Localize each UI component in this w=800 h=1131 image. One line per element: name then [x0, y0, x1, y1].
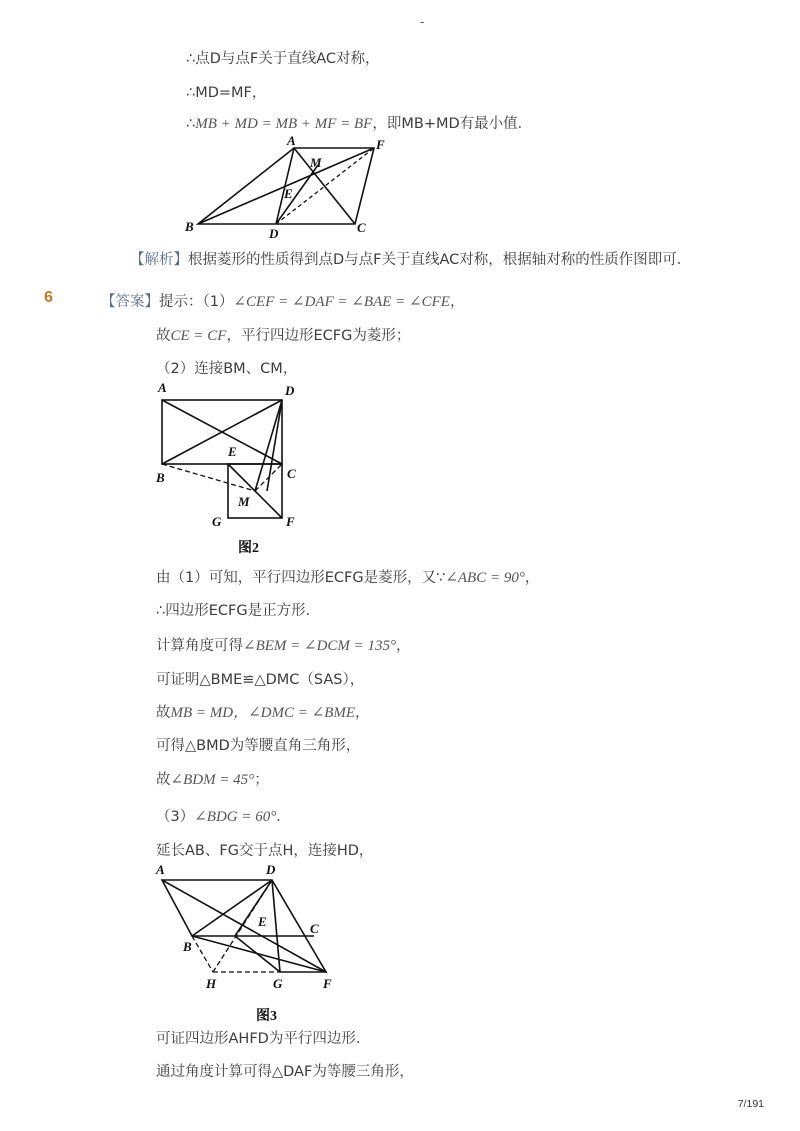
text-fragment: 故	[156, 772, 171, 788]
text-fragment: ，	[396, 638, 411, 654]
math-expression: MB + MD = MB + MF = BF	[195, 116, 373, 132]
text-fragment: ，	[524, 570, 540, 586]
label-G: G	[273, 976, 283, 991]
label-F: F	[286, 514, 295, 529]
label-C: C	[310, 921, 319, 936]
text-fragment: ，即MB+MD有最小值．	[372, 116, 533, 132]
text-line: 通过角度计算可得△DAF为等腰三角形，	[156, 1064, 414, 1080]
answer-tag: 【答案】	[101, 294, 159, 310]
text-line: 可证四边形AHFD为平行四边形．	[156, 1031, 371, 1047]
text-line: ∴点D与点F关于直线AC对称，	[186, 51, 380, 67]
figure-3-caption: 图3	[256, 1009, 277, 1024]
label-B: B	[183, 939, 192, 954]
label-D: D	[269, 226, 279, 241]
label-A: A	[156, 862, 165, 877]
header-mark: -	[420, 15, 425, 29]
text-fragment: ；	[254, 772, 269, 788]
figure-3	[150, 858, 350, 998]
label-A: A	[158, 380, 167, 395]
text-fragment: ．	[276, 809, 291, 825]
figure-1	[180, 135, 400, 240]
label-M: M	[310, 155, 322, 170]
text-line	[156, 324, 410, 345]
math-expression: ∠BEM = ∠DCM = 135°	[243, 638, 397, 654]
label-B: B	[185, 219, 194, 234]
label-M: M	[238, 494, 250, 509]
text-line	[156, 634, 411, 655]
text-line	[156, 805, 291, 826]
math-expression: ∠BDM = 45°	[170, 772, 255, 788]
label-B: B	[156, 470, 165, 485]
text-fragment: 提示：（1）	[159, 294, 234, 310]
text-line	[156, 701, 370, 722]
label-E: E	[228, 444, 237, 459]
question-number: 6	[44, 289, 53, 306]
math-expression: ∠BDG = 60°	[194, 809, 277, 825]
text-fragment: ∴	[186, 116, 196, 132]
label-A: A	[287, 133, 296, 148]
analysis-line	[130, 248, 691, 269]
page-number: 7/191	[737, 1098, 764, 1110]
label-H: H	[206, 976, 217, 991]
text-line: 可得△BMD为等腰直角三角形，	[156, 738, 361, 754]
text-line: ∴MD=MF，	[186, 85, 267, 101]
label-F: F	[323, 976, 332, 991]
label-C: C	[357, 220, 366, 235]
label-E: E	[258, 914, 267, 929]
label-F: F	[376, 137, 385, 152]
text-fragment: （3）	[156, 809, 195, 825]
text-fragment: 计算角度可得	[156, 638, 243, 654]
text-fragment: 故	[156, 328, 171, 344]
label-E: E	[284, 186, 293, 201]
text-line	[186, 112, 532, 133]
text-line: （2）连接BM、CM，	[156, 361, 298, 377]
math-expression: ∠CEF = ∠DAF = ∠BAE = ∠CFE	[233, 294, 450, 310]
analysis-tag: 【解析】	[130, 252, 188, 268]
label-D: D	[285, 383, 295, 398]
figure-2-caption: 图2	[238, 541, 259, 556]
math-expression: MB = MD，∠DMC = ∠BME	[170, 705, 356, 721]
label-G: G	[212, 514, 222, 529]
text-fragment: ，	[449, 294, 465, 310]
text-line: 可证明△BME≌△DMC（SAS），	[156, 672, 365, 688]
label-C: C	[287, 466, 296, 481]
math-expression: CE = CF	[170, 328, 227, 344]
text-fragment: 由（1）可知，平行四边形ECFG是菱形，又∵	[156, 570, 446, 586]
text-fragment: 故	[156, 705, 171, 721]
text-line	[156, 566, 539, 587]
text-line: ∴四边形ECFG是正方形．	[156, 603, 321, 619]
text-line	[156, 768, 269, 789]
figure-2	[150, 378, 320, 528]
math-expression: ∠ABC = 90°	[445, 570, 525, 586]
label-D: D	[266, 862, 276, 877]
text-line: 延长AB、FG交于点H，连接HD，	[156, 843, 374, 859]
answer-line	[101, 290, 464, 311]
text-fragment: ，	[355, 705, 370, 721]
analysis-text: 根据菱形的性质得到点D与点F关于直线AC对称，根据轴对称的性质作图即可．	[188, 252, 692, 268]
text-fragment: ，平行四边形ECFG为菱形；	[226, 328, 411, 344]
